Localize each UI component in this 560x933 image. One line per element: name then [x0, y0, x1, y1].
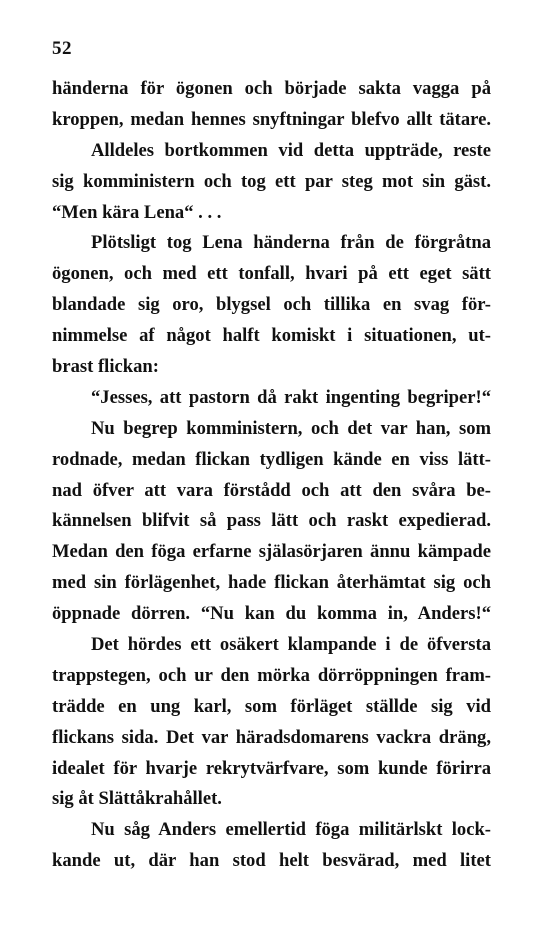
text-line: öppnade dörren. “Nu kan du komma in, Anders!“: [52, 603, 491, 625]
text-line: trappstegen, och ur den mörka dörröppningen fram-: [52, 664, 491, 686]
text-line: “Men kära Lena“ . . .: [52, 201, 222, 223]
text-line: rodnade, medan flickan tydligen kände en viss lätt-: [52, 448, 491, 470]
text-line: Alldeles bortkommen vid detta uppträde, reste: [91, 139, 491, 161]
text-line: med sin förlägenhet, hade flickan återhämtat sig och: [52, 572, 491, 594]
text-line: Medan den föga erfarne själasörjaren ännu kämpade: [52, 541, 491, 563]
text-line: blandade sig oro, blygsel och tillika en svag för-: [52, 294, 491, 316]
text-line: kännelsen blifvit så pass lätt och raskt expedierad.: [52, 510, 491, 532]
page-number: 52: [52, 38, 72, 59]
text-line: flickans sida. Det var häradsdomarens vackra dräng,: [52, 726, 491, 748]
text-line: nimmelse af något halft komiskt i situationen, ut-: [52, 325, 491, 347]
text-line: Nu såg Anders emellertid föga militärlskt lock-: [91, 819, 491, 841]
text-line: “Jesses, att pastorn då rakt ingenting begriper!“: [91, 386, 491, 408]
text-line: händerna för ögonen och började sakta vagga på: [52, 78, 491, 99]
text-line: kande ut, där han stod helt besvärad, med litet: [52, 850, 491, 872]
text-line: sig åt Slättåkrahållet.: [52, 788, 222, 810]
text-line: Det hördes ett osäkert klampande i de öfversta: [91, 634, 491, 656]
text-line: brast flickan:: [52, 356, 159, 378]
text-line: Plötsligt tog Lena händerna från de förgråtna: [91, 232, 491, 254]
text-line: nad öfver att vara förstådd och att den svåra be-: [52, 479, 491, 501]
text-line: ögonen, och med ett tonfall, hvari på ett eget sätt: [52, 263, 491, 285]
text-line: kroppen, medan hennes snyftningar blefvo allt tätare.: [52, 108, 491, 130]
text-line: Nu begrep komministern, och det var han, som: [91, 417, 491, 439]
text-line: trädde en ung karl, som förläget ställde sig vid: [52, 695, 491, 717]
body-text: [52, 74, 491, 877]
text-line: idealet för hvarje rekrytvärfvare, som kunde förirra: [52, 757, 491, 779]
text-line: sig komministern och tog ett par steg mot sin gäst.: [52, 170, 491, 192]
